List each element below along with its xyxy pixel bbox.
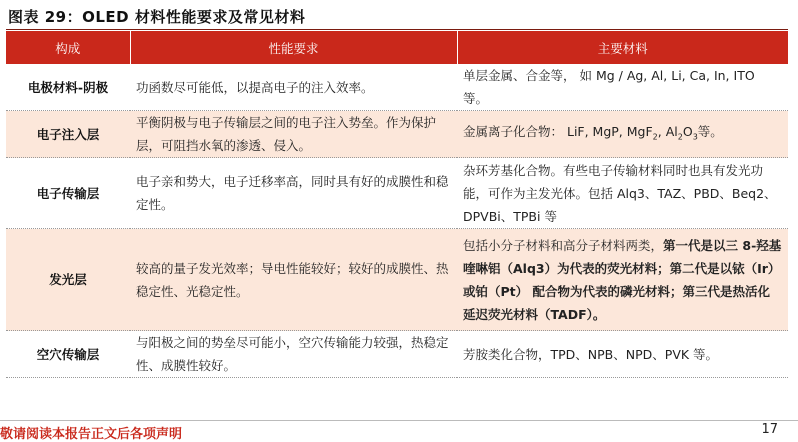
- materials-text: , Al: [657, 123, 678, 139]
- disclaimer-note: 敬请阅读本报告正文后各项声明: [0, 427, 183, 442]
- header-composition: 构成: [6, 31, 130, 64]
- header-materials: 主要材料: [457, 31, 788, 64]
- table-row: [6, 158, 788, 229]
- footer-divider: [0, 420, 798, 421]
- materials-text: O: [682, 123, 693, 139]
- row-requirement: 较高的量子发光效率；导电性能较好；较好的成膜性、热稳定性、光稳定性。: [130, 229, 457, 331]
- subscript: 2: [652, 132, 658, 142]
- row-name: 空穴传输层: [36, 346, 100, 362]
- materials-text: 包括小分子材料和高分子材料两类，: [463, 237, 664, 253]
- row-name: 发光层: [6, 229, 130, 331]
- subscript: 3: [692, 132, 698, 142]
- table-row: [6, 64, 788, 111]
- row-name: 电子注入层: [6, 111, 130, 158]
- title-divider: [6, 29, 788, 30]
- row-materials: 芳胺类化合物，TPD、NPB、NPD、PVK 等。: [463, 346, 719, 362]
- row-materials: 杂环芳基化合物。有些电子传输材料同时也具有发光功能，可作为主发光体。包括 Alq3、TAZ、PBD、Beq2、DPVBi、TPBi 等: [463, 162, 777, 224]
- row-materials: [457, 111, 788, 158]
- row-materials: 单层金属、合金等， 如 Mg / Ag, Al, Li, Ca, In, ITO 等。: [463, 68, 755, 106]
- subscript: 2: [677, 132, 683, 142]
- materials-table: [6, 31, 788, 378]
- row-requirement: 功函数尽可能低，以提高电子的注入效率。: [136, 79, 374, 95]
- row-requirement: 与阳极之间的势垒尽可能小，空穴传输能力较强，热稳定性、成膜性较好。: [136, 335, 449, 373]
- row-name: 电子传输层: [36, 185, 100, 201]
- table-header-row: [6, 31, 788, 64]
- table-row: [6, 331, 788, 378]
- header-requirement: 性能要求: [130, 31, 457, 64]
- row-materials: [457, 229, 788, 331]
- materials-highlight: 第一代是以三 8-羟基喹啉铝（Alq3）为代表的荧光材料；第二代是以铱（Ir）或铂（Pt） 配合物为代表的磷光材料；第三代是热活化延迟荧光材料（TADF）。: [463, 237, 782, 322]
- row-name: 电极材料-阴极: [27, 79, 109, 95]
- figure-title: 图表 29：OLED 材料性能要求及常见材料: [8, 8, 306, 26]
- table-row: [6, 229, 788, 331]
- materials-text: 等。: [697, 123, 723, 139]
- page-number: 17: [761, 422, 778, 437]
- row-requirement: 电子亲和势大，电子迁移率高，同时具有好的成膜性和稳定性。: [136, 174, 449, 212]
- row-requirement: 平衡阴极与电子传输层之间的电子注入势垒。作为保护层，可阻挡水氧的渗透、侵入。: [130, 111, 457, 158]
- table-row: [6, 111, 788, 158]
- materials-text: 金属离子化合物： LiF, MgP, MgF: [463, 123, 653, 139]
